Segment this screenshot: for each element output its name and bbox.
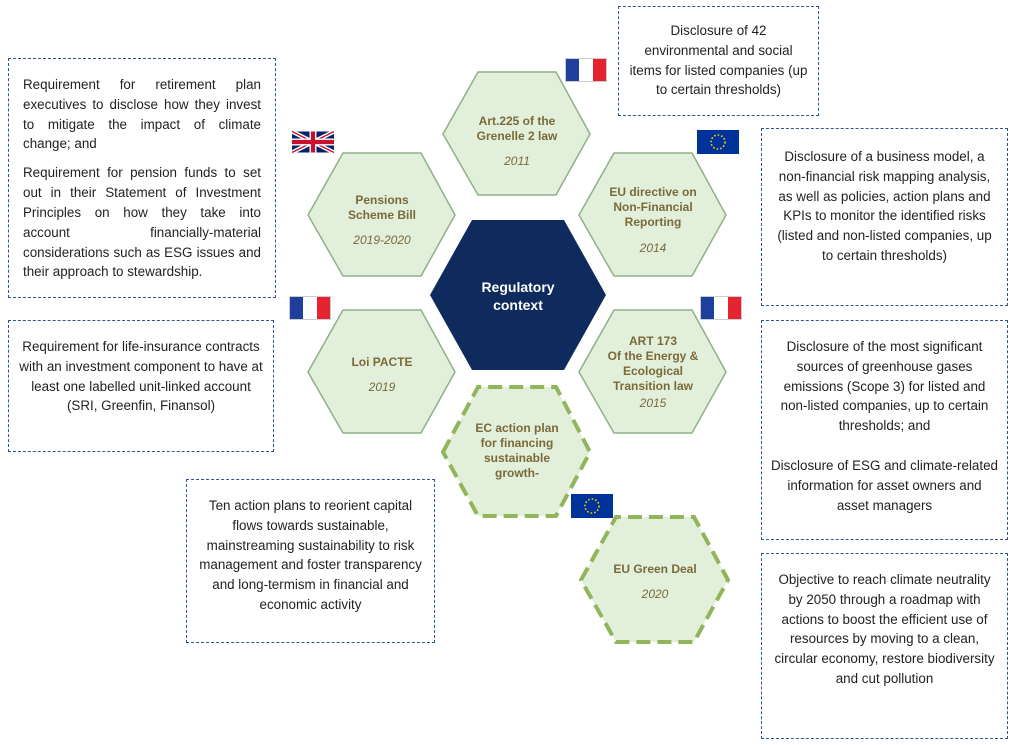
center-title-line2: context — [493, 297, 543, 313]
box-ec-plan-text: Ten action plans to reorient capital flows towards sustainable, mainstreaming sustainability to risk management and foster transparency and long-termism in financial and economic activity — [199, 498, 422, 613]
box-ec-action-plan — [186, 479, 435, 643]
hex-nfrd-line2: Non-Financial — [613, 200, 693, 214]
box-pensions-text-1: Requirement for retirement plan executives to disclose how they invest to mitigate the impact of climate change; and — [23, 77, 261, 152]
center-hexagon — [430, 220, 606, 370]
hex-art173-line1: ART 173 — [628, 334, 678, 348]
box-pensions-text-2: Requirement for pension funds to set out in their Statement of Investment Principles on how they take into account financially-material considerations such as ESG issues and their approach to stewardship. — [23, 165, 261, 280]
france-flag-icon — [289, 296, 331, 320]
box-green-deal — [761, 553, 1008, 739]
hex-pensions-year: 2019-2020 — [353, 233, 411, 247]
box-art173-text-1: Disclosure of the most significant sources of greenhouse gases emissions (Scope 3) for listed and non-listed companies, up to certain thresholds; and — [780, 339, 989, 434]
hex-grenelle-line2: Grenelle 2 law — [476, 129, 558, 143]
hex-green-deal-year: 2020 — [641, 587, 669, 601]
hex-nfrd-year: 2014 — [639, 241, 667, 255]
hex-pacte-year: 2019 — [368, 380, 396, 394]
hex-grenelle-year: 2011 — [504, 154, 530, 168]
uk-flag-icon — [292, 130, 334, 154]
hex-ec-plan-line2: for financing — [480, 436, 554, 450]
hex-grenelle-line1: Art.225 of the — [478, 114, 556, 128]
france-flag-icon — [700, 296, 742, 320]
hex-green-deal-line1: EU Green Deal — [613, 562, 697, 576]
center-title-line1: Regulatory — [481, 279, 555, 295]
hex-pensions-line1: Pensions — [355, 193, 409, 207]
hex-green-deal — [581, 517, 728, 642]
hex-pacte — [308, 310, 455, 433]
hex-ec-plan-line4: growth- — [495, 466, 539, 480]
eu-flag-icon — [571, 494, 613, 518]
box-pacte — [8, 320, 274, 452]
hex-ec-plan-line1: EC action plan — [475, 421, 559, 435]
hex-art173-line2: Of the Energy & — [607, 349, 699, 363]
hex-pensions-line2: Scheme Bill — [347, 208, 417, 222]
eu-flag-icon — [697, 130, 739, 154]
box-art173-text-2: Disclosure of ESG and climate-related information for asset owners and asset managers — [771, 458, 998, 513]
box-pensions — [8, 58, 276, 298]
box-art173 — [761, 320, 1008, 540]
box-grenelle-text: Disclosure of 42 environmental and social items for listed companies (up to certain thresholds) — [629, 23, 808, 98]
hex-pacte-line1: Loi PACTE — [351, 355, 413, 369]
box-nfrd — [761, 128, 1008, 306]
hex-art173-line3: Ecological — [622, 364, 684, 378]
hex-art173-year: 2015 — [639, 396, 667, 410]
hex-art173-line4: Transition law — [612, 379, 694, 393]
box-green-deal-text: Objective to reach climate neutrality by 2050 through a roadmap with actions to boost the efficient use of resources by moving to a clean, circular economy, restore biodiversity and cut pollution — [774, 572, 995, 687]
box-pacte-text: Requirement for life-insurance contracts with an investment component to have at least one labelled unit-linked account (SRI, Greenfin, Finansol) — [19, 339, 263, 414]
box-nfrd-text: Disclosure of a business model, a non-financial risk mapping analysis, as well as policies, action plans and KPIs to monitor the identified risks (listed and non-listed companies, up to certain thresholds) — [777, 149, 992, 264]
hex-ec-plan-line3: sustainable — [483, 451, 551, 465]
hex-nfrd-line3: Reporting — [624, 215, 682, 229]
france-flag-icon — [565, 58, 607, 82]
hex-nfrd-line1: EU directive on — [609, 185, 697, 199]
box-grenelle — [618, 6, 819, 116]
